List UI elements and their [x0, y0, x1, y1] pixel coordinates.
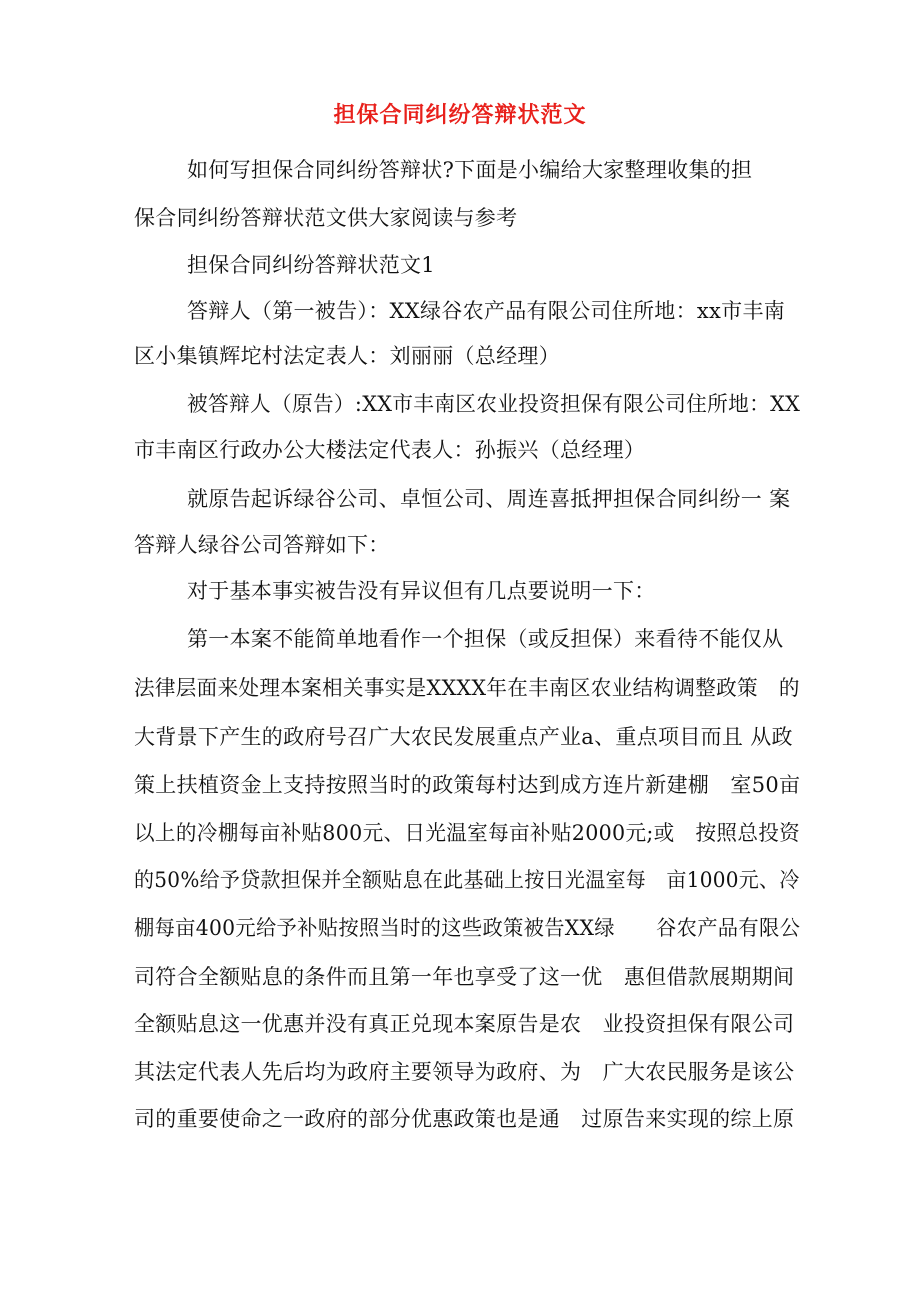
text-line: 保合同纠纷答辩状范文供大家阅读与参考 — [134, 206, 518, 230]
text-line: 全额贴息这一优惠并没有真正兑现本案原告是农 业投资担保有限公司 — [134, 1012, 795, 1036]
text-line: 对于基本事实被告没有异议但有几点要说明一下： — [187, 579, 656, 603]
text-line: 大背景下产生的政府号召广大农民发展重点产业a、重点项目而且 从政 — [134, 725, 793, 749]
text-line: 答辩人绿谷公司答辩如下： — [134, 533, 390, 557]
text-line: 其法定代表人先后均为政府主要领导为政府、为 广大农民服务是该公 — [134, 1060, 795, 1084]
document-title: 担保合同纠纷答辩状范文 — [333, 103, 587, 128]
text-line: 法律层面来处理本案相关事实是XXXX年在丰南区农业结构调整政策 的 — [134, 676, 800, 700]
text-line: 司符合全额贴息的条件而且第一年也享受了这一优 惠但借款展期期间 — [134, 965, 795, 989]
text-line: 的50%给予贷款担保并全额贴息在此基础上按日光温室每 亩1000元、冷 — [134, 868, 800, 892]
text-line: 如何写担保合同纠纷答辩状?下面是小编给大家整理收集的担 — [187, 158, 753, 182]
text-line: 被答辩人（原告）:XX市丰南区农业投资担保有限公司住所地：XX — [187, 392, 801, 416]
text-line: 第一本案不能简单地看作一个担保（或反担保）来看待不能仅从 — [187, 627, 784, 651]
text-line: 市丰南区行政办公大楼法定代表人：孙振兴（总经理） — [134, 438, 646, 462]
text-line: 司的重要使命之一政府的部分优惠政策也是通 过原告来实现的综上原 — [134, 1107, 795, 1131]
text-line: 棚每亩400元给予补贴按照当时的这些政策被告XX绿 谷农产品有限公 — [134, 916, 801, 940]
text-line: 策上扶植资金上支持按照当时的政策每村达到成方连片新建棚 室50亩 — [134, 773, 801, 797]
text-line: 担保合同纠纷答辩状范文1 — [187, 253, 435, 277]
text-line: 就原告起诉绿谷公司、卓恒公司、周连喜抵押担保合同纠纷一 案 — [187, 487, 791, 511]
text-line: 答辩人（第一被告）：XX绿谷农产品有限公司住所地：xx市丰南 — [187, 299, 786, 323]
text-line: 以上的冷棚每亩补贴800元、日光温室每亩补贴2000元;或 按照总投资 — [134, 821, 801, 845]
text-line: 区小集镇辉坨村法定表人：刘丽丽（总经理） — [134, 344, 560, 368]
